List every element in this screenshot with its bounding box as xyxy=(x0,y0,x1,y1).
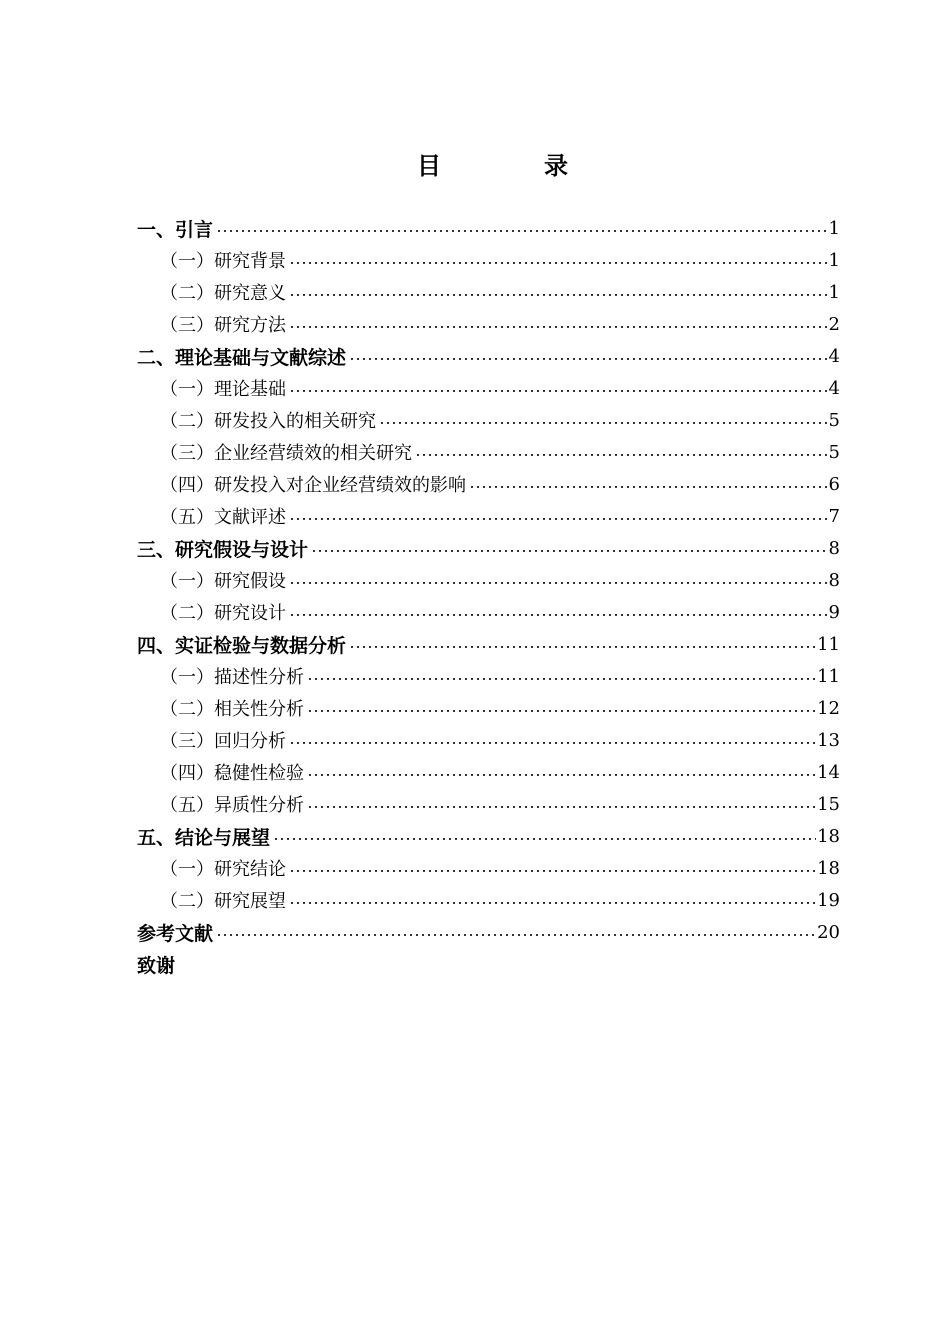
toc-entry-text: 一、引言 xyxy=(137,218,214,241)
toc-page-number: 11 xyxy=(817,665,840,687)
toc-entry-text: 五、结论与展望 xyxy=(137,826,271,849)
toc-dot-leader xyxy=(289,614,828,616)
toc-dot-leader xyxy=(307,678,816,680)
toc-entry-text: 四、实证检验与数据分析 xyxy=(137,634,347,657)
toc-page-number: 1 xyxy=(828,217,840,239)
toc-chapter-entry[interactable] xyxy=(137,820,840,852)
toc-section-entry[interactable] xyxy=(160,276,840,308)
toc-page-number: 8 xyxy=(828,569,840,591)
toc-page-number: 4 xyxy=(828,377,840,399)
toc-title-char: 录 xyxy=(544,152,568,180)
toc-entry-text: （二）研究意义 xyxy=(160,283,286,304)
toc-section-entry[interactable] xyxy=(160,372,840,404)
toc-section-entry[interactable] xyxy=(160,564,840,596)
toc-entry-text: （四）稳健性检验 xyxy=(160,763,304,784)
toc-section-entry[interactable] xyxy=(160,788,840,820)
toc-entry-text: （三）企业经营绩效的相关研究 xyxy=(160,443,412,464)
toc-dot-leader xyxy=(289,870,816,872)
toc-dot-leader xyxy=(289,326,828,328)
toc-page-number: 13 xyxy=(817,729,840,751)
toc-page-number: 20 xyxy=(817,921,840,943)
toc-entry-text: （二）研究展望 xyxy=(160,891,286,912)
toc-section-entry[interactable] xyxy=(160,884,840,916)
toc-page-number: 18 xyxy=(817,825,840,847)
toc-dot-leader xyxy=(216,934,816,936)
toc-page-number: 7 xyxy=(828,505,840,527)
toc-entry-text: 二、理论基础与文献综述 xyxy=(137,346,347,369)
toc-dot-leader xyxy=(311,550,828,552)
toc-entry-text: （二）研发投入的相关研究 xyxy=(160,411,376,432)
toc-page-number: 15 xyxy=(817,793,840,815)
toc-entry-text: （一）描述性分析 xyxy=(160,667,304,688)
toc-entry-text: （四）研发投入对企业经营绩效的影响 xyxy=(160,475,466,496)
toc-dot-leader xyxy=(349,358,828,360)
toc-page-number: 4 xyxy=(828,345,840,367)
toc-dot-leader xyxy=(469,486,828,488)
toc-section-entry[interactable] xyxy=(160,404,840,436)
toc-page-number: 9 xyxy=(828,601,840,623)
toc-entry-text: （五）文献评述 xyxy=(160,507,286,528)
toc-page-number: 12 xyxy=(817,697,840,719)
toc-dot-leader xyxy=(273,838,816,840)
toc-dot-leader xyxy=(349,646,816,648)
toc-chapter-entry[interactable] xyxy=(137,916,840,948)
toc-entry-text: 参考文献 xyxy=(137,922,214,945)
toc-entry-text: （二）研究设计 xyxy=(160,603,286,624)
toc-section-entry[interactable] xyxy=(160,436,840,468)
toc-dot-leader xyxy=(307,806,816,808)
toc-dot-leader xyxy=(307,774,816,776)
toc-dot-leader xyxy=(289,294,828,296)
toc-dot-leader xyxy=(289,742,816,744)
toc-page-number: 1 xyxy=(828,249,840,271)
toc-page-number: 14 xyxy=(817,761,840,783)
toc-entry-text: （一）研究背景 xyxy=(160,251,286,272)
toc-entry-text: （五）异质性分析 xyxy=(160,795,304,816)
toc-page-number: 1 xyxy=(828,281,840,303)
toc-entry-text: 致谢 xyxy=(137,954,176,977)
toc-section-entry[interactable] xyxy=(160,308,840,340)
toc-dot-leader xyxy=(216,230,828,232)
toc-title-char: 目 xyxy=(417,152,441,180)
toc-dot-leader xyxy=(289,390,828,392)
toc-entry-text: （一）研究假设 xyxy=(160,571,286,592)
toc-page-number: 6 xyxy=(828,473,840,495)
toc-dot-leader xyxy=(379,422,828,424)
toc-chapter-entry[interactable] xyxy=(137,212,840,244)
toc-page-number: 2 xyxy=(828,313,840,335)
toc-dot-leader xyxy=(415,454,828,456)
toc-dot-leader xyxy=(307,710,816,712)
toc-section-entry[interactable] xyxy=(160,724,840,756)
toc-dot-leader xyxy=(289,518,828,520)
toc-chapter-entry[interactable] xyxy=(137,532,840,564)
toc-section-entry[interactable] xyxy=(160,756,840,788)
toc-dot-leader xyxy=(289,262,828,264)
toc-entry-text: （一）研究结论 xyxy=(160,859,286,880)
toc-chapter-entry[interactable] xyxy=(137,340,840,372)
toc-chapter-entry[interactable] xyxy=(137,628,840,660)
toc-title xyxy=(0,146,950,186)
toc-dot-leader xyxy=(289,582,828,584)
toc-section-entry[interactable] xyxy=(160,852,840,884)
toc-section-entry[interactable] xyxy=(160,244,840,276)
toc-section-entry[interactable] xyxy=(160,596,840,628)
toc-page-number: 11 xyxy=(817,633,840,655)
toc-section-entry[interactable] xyxy=(160,692,840,724)
toc-dot-leader xyxy=(289,902,816,904)
toc-page-number: 8 xyxy=(828,537,840,559)
toc-page-number: 5 xyxy=(828,409,840,431)
toc-entry-text: （一）理论基础 xyxy=(160,379,286,400)
toc-page-number: 19 xyxy=(817,889,840,911)
toc-entry-text: （三）研究方法 xyxy=(160,315,286,336)
toc-page-number: 18 xyxy=(817,857,840,879)
toc-section-entry[interactable] xyxy=(160,468,840,500)
toc-entry-text: （三）回归分析 xyxy=(160,731,286,752)
toc-section-entry[interactable] xyxy=(160,500,840,532)
toc-section-entry[interactable] xyxy=(160,660,840,692)
toc-page-number: 5 xyxy=(828,441,840,463)
toc-chapter-entry[interactable] xyxy=(137,948,840,980)
toc-entry-text: （二）相关性分析 xyxy=(160,699,304,720)
toc-entry-text: 三、研究假设与设计 xyxy=(137,538,309,561)
